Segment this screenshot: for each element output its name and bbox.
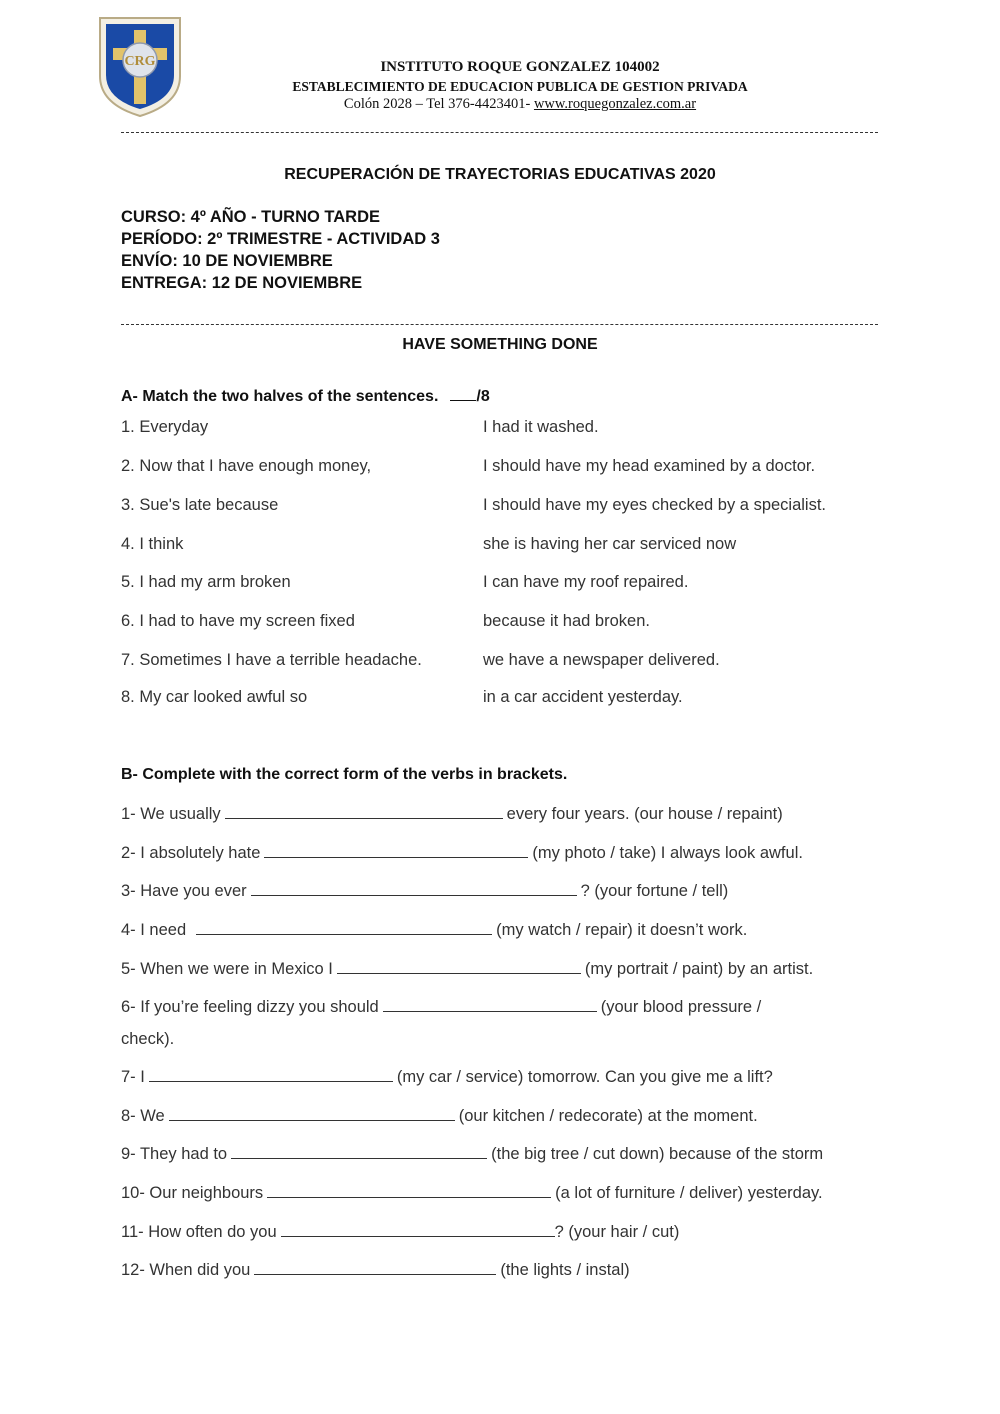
answer-blank[interactable]: [281, 1222, 555, 1237]
exercise-line: [121, 1183, 823, 1203]
exercise-hint: ? (your hair / cut): [554, 1223, 680, 1241]
exercise-line: [121, 1144, 823, 1164]
exercise-hint: ? (your fortune / tell): [580, 882, 729, 900]
exercise-prompt: 6- If you’re feeling dizzy you should: [121, 998, 379, 1016]
answer-blank[interactable]: [337, 959, 581, 974]
exercise-line: [121, 997, 761, 1017]
match-right-item: I can have my roof repaired.: [483, 573, 689, 591]
exercise-hint: (my car / service) tomorrow. Can you give me a lift?: [396, 1068, 773, 1086]
topic-title: HAVE SOMETHING DONE: [402, 336, 598, 353]
answer-blank[interactable]: [254, 1260, 496, 1275]
score-blank: [450, 387, 476, 401]
exercise-prompt: 10- Our neighbours: [121, 1184, 264, 1202]
exercise-line-continued: [121, 1030, 174, 1049]
match-left-item: 2. Now that I have enough money,: [121, 457, 372, 475]
section-a-instruction: A- Match the two halves of the sentences.: [121, 388, 439, 405]
exercise-hint: (our kitchen / redecorate) at the moment.: [458, 1107, 758, 1125]
exercise-hint: (the lights / instal): [500, 1261, 630, 1279]
exercise-hint: (my photo / take) I always look awful.: [532, 844, 803, 862]
match-left-item: 6. I had to have my screen fixed: [121, 612, 355, 630]
exercise-prompt: 12- When did you: [121, 1261, 251, 1279]
exercise-prompt: 2- I absolutely hate: [121, 844, 261, 862]
match-left-item: 4. I think: [121, 535, 184, 553]
due-date-line: ENTREGA: 12 DE NOVIEMBRE: [121, 274, 363, 292]
answer-blank[interactable]: [251, 881, 577, 896]
match-right-item: I had it washed.: [483, 418, 599, 436]
exercise-line: [121, 959, 813, 979]
answer-blank[interactable]: [231, 1144, 487, 1159]
answer-blank[interactable]: [383, 997, 597, 1012]
exercise-line: [121, 920, 747, 940]
exercise-hint: (my watch / repair) it doesn’t work.: [496, 921, 748, 939]
course-line: CURSO: 4º AÑO - TURNO TARDE: [121, 208, 381, 226]
exercise-line: [121, 881, 728, 901]
section-b-heading: B- Complete with the correct form of the verbs in brackets.: [121, 766, 568, 783]
exercise-line: [121, 1106, 758, 1126]
match-left-item: 3. Sue's late because: [121, 496, 279, 514]
answer-blank[interactable]: [149, 1067, 393, 1082]
section-a-score: /8: [476, 388, 490, 405]
school-name: INSTITUTO ROQUE GONZALEZ 104002: [380, 59, 660, 75]
school-address: Colón 2028 – Tel 376-4423401-: [343, 96, 531, 112]
answer-blank[interactable]: [169, 1106, 455, 1121]
school-website-link[interactable]: www.roquegonzalez.com.ar: [533, 96, 697, 112]
exercise-hint: every four years. (our house / repaint): [506, 805, 783, 823]
exercise-line: [121, 804, 783, 824]
match-left-item: 5. I had my arm broken: [121, 573, 291, 591]
send-date-line: ENVÍO: 10 DE NOVIEMBRE: [121, 252, 333, 270]
school-subtitle: ESTABLECIMIENTO DE EDUCACION PUBLICA DE GESTION PRIVADA: [292, 79, 748, 94]
match-right-item: in a car accident yesterday.: [483, 688, 683, 706]
document-title: RECUPERACIÓN DE TRAYECTORIAS EDUCATIVAS 2020: [284, 166, 716, 183]
answer-blank[interactable]: [225, 804, 503, 819]
match-right-item: I should have my head examined by a doctor.: [483, 457, 816, 475]
answer-blank[interactable]: [264, 843, 528, 858]
exercise-hint: (the big tree / cut down) because of the storm: [491, 1145, 824, 1163]
exercise-prompt: 11- How often do you: [121, 1223, 277, 1241]
match-right-item: I should have my eyes checked by a specialist.: [483, 496, 827, 514]
course-info: [121, 206, 440, 294]
match-right-item: we have a newspaper delivered.: [483, 651, 720, 669]
section-a-heading: [121, 387, 490, 406]
separator-line: [121, 324, 878, 325]
match-left-item: 1. Everyday: [121, 418, 209, 436]
school-address-line: [160, 96, 880, 113]
exercise-hint: (my portrait / paint) by an artist.: [584, 960, 814, 978]
match-left-item: 7. Sometimes I have a terrible headache.: [121, 651, 422, 669]
exercise-prompt: 8- We: [121, 1107, 165, 1125]
exercise-hint: (your blood pressure /: [600, 998, 762, 1016]
match-right-item: she is having her car serviced now: [483, 535, 737, 553]
exercise-prompt: 9- They had to: [121, 1145, 228, 1163]
svg-text:CRG: CRG: [124, 54, 156, 69]
period-line: PERÍODO: 2º TRIMESTRE - ACTIVIDAD 3: [121, 230, 440, 248]
exercise-line: [121, 1260, 630, 1280]
exercise-line: [121, 843, 803, 863]
answer-blank[interactable]: [267, 1183, 551, 1198]
exercise-prompt: 7- I: [121, 1068, 145, 1086]
separator-line: [121, 132, 878, 133]
exercise-prompt: check).: [121, 1030, 175, 1048]
exercise-prompt: 4- I need: [121, 921, 187, 939]
match-right-item: because it had broken.: [483, 612, 650, 630]
exercise-prompt: 1- We usually: [121, 805, 221, 823]
exercise-prompt: 3- Have you ever: [121, 882, 247, 900]
exercise-hint: (a lot of furniture / deliver) yesterday.: [555, 1184, 823, 1202]
match-left-item: 8. My car looked awful so: [121, 688, 308, 706]
exercise-line: [121, 1067, 773, 1087]
exercise-prompt: 5- When we were in Mexico I: [121, 960, 333, 978]
exercise-line: [121, 1222, 679, 1242]
answer-blank[interactable]: [196, 920, 492, 935]
